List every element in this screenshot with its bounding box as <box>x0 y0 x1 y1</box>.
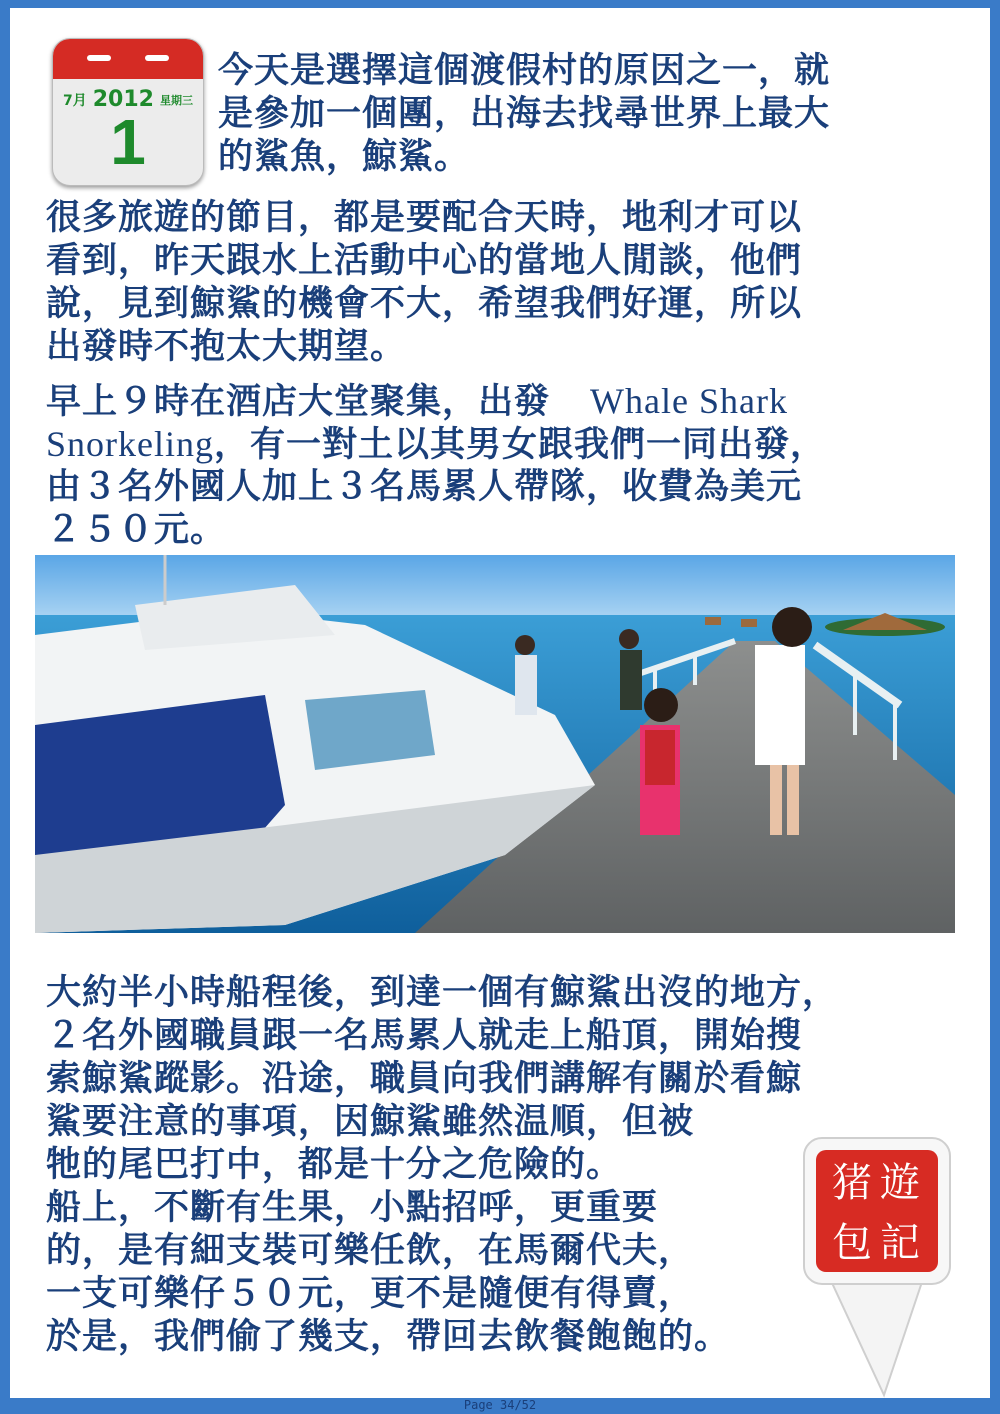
text-line: 今天是選擇這個渡假村的原因之一，就 <box>218 51 831 91</box>
paragraph-trip <box>46 972 838 1359</box>
text-line: 由３名外國人加上３名馬累人帶隊，收費為美元 <box>46 467 803 507</box>
text-line: 的鯊魚，鯨鯊。 <box>218 137 471 177</box>
calendar-weekday: 星期三 <box>159 93 193 107</box>
calendar-year: 2012 <box>92 87 154 112</box>
text-line <box>46 380 826 423</box>
calendar-ring <box>145 55 169 61</box>
calendar-header <box>53 39 203 79</box>
paragraph-intro <box>218 50 830 179</box>
svg-text:猪: 猪 <box>832 1160 872 1206</box>
text-line: 一支可樂仔５０元，更不是隨便有得賣， <box>46 1274 695 1314</box>
text-line: 是參加一個團，出海去找尋世界上最大 <box>218 94 831 134</box>
calendar-day: 1 <box>110 106 146 178</box>
text-line: 大約半小時船程後，到達一個有鯨鯊出沒的地方， <box>46 973 839 1013</box>
text-segment: ，有一對土以其男女跟我們一同出發， <box>214 425 827 465</box>
text-segment-latin: Whale Shark <box>590 381 788 421</box>
text-line: 的，是有細支裝可樂任飲，在馬爾代夫， <box>46 1231 695 1271</box>
text-line: 牠的尾巴打中，都是十分之危險的。 <box>46 1145 623 1185</box>
text-segment: 早上９時在酒店大堂聚集，出發 <box>46 382 551 422</box>
text-line: 說，見到鯨鯊的機會不大，希望我們好運，所以 <box>46 284 803 324</box>
svg-text:記: 記 <box>880 1220 920 1266</box>
text-line: 索鯨鯊蹤影。沿途，職員向我們講解有關於看鯨 <box>46 1059 803 1099</box>
svg-text:遊: 遊 <box>880 1160 920 1206</box>
text-line: ２名外國職員跟一名馬累人就走上船頂，開始搜 <box>46 1016 803 1056</box>
page-number: Page 34/52 <box>463 1398 537 1412</box>
calendar-icon <box>52 38 204 186</box>
text-line: 船上，不斷有生果，小點招呼，更重要 <box>46 1188 659 1228</box>
travel-log-seal <box>796 1130 958 1400</box>
paragraph-departure <box>46 380 826 552</box>
text-line: 看到，昨天跟水上活動中心的當地人閒談，他們 <box>46 241 803 281</box>
text-line <box>46 423 826 466</box>
text-segment-latin: Snorkeling <box>46 424 214 464</box>
text-line: 鯊要注意的事項，因鯨鯊雖然温順，但被 <box>46 1102 695 1142</box>
text-line: 出發時不抱太大期望。 <box>46 327 407 367</box>
calendar-month: 7月 <box>63 92 87 109</box>
boat-jetty-photo <box>35 555 955 933</box>
text-line: 很多旅遊的節目，都是要配合天時，地利才可以 <box>46 198 803 238</box>
calendar-ring <box>87 55 111 61</box>
text-line: ２５０元。 <box>46 510 227 550</box>
paragraph-background <box>46 197 802 369</box>
svg-text:包: 包 <box>832 1220 872 1266</box>
text-line: 於是，我們偷了幾支，帶回去飲餐飽飽的。 <box>46 1317 731 1357</box>
